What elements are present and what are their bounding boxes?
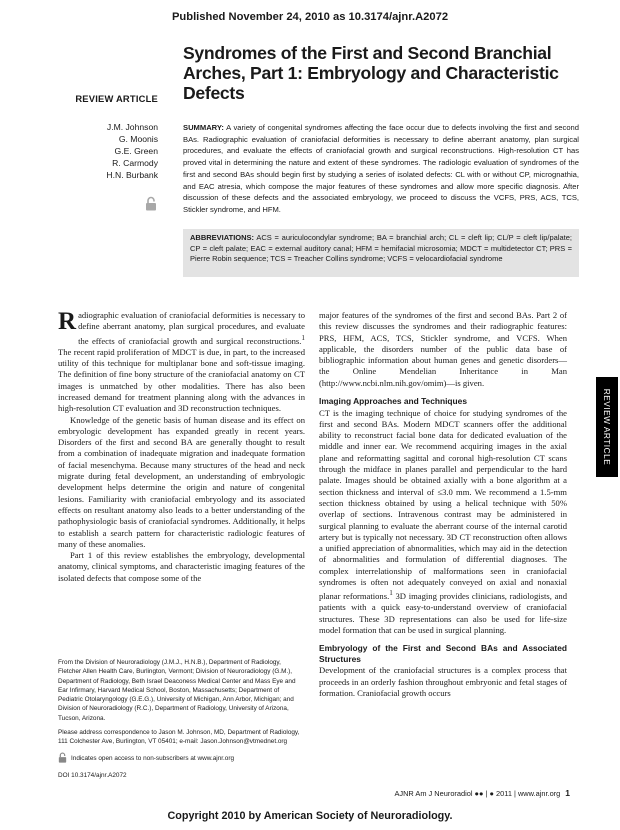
section-heading: Imaging Approaches and Techniques [319,396,467,407]
body-column-right [319,310,567,699]
open-access-lock-icon [58,752,67,766]
article-title: Syndromes of the First and Second Branchial Arches, Part 1: Embryology and Characteristic Defects [183,43,559,103]
abbreviations-list: ACS = auriculocondylar syndrome; BA = branchial arch; CL = cleft lip; CL/P = cleft lip/palate; CP = cleft palate; EAC = external auditory canal; HFM = hemifacial microsomia; MDCT = multidetector CT; PRS = Pierre Robin sequence; TCS = Treacher Collins syndrome; VCFS = velocardiofacial syndrome [190,233,572,263]
paragraph-text: CT is the imaging technique of choice for studying syndromes of the first and second BAs. Modern MDCT scanners offer the additional ability to reconstruct facial bone data for dedicated evaluation of the middle and inner ear. We recommend acquiring images in the axial plane and reformatting sagittal and coronal high-resolution CT scans through the midface in planes parallel and perpendicular to the hard palate. Images should be obtained axially with a bone algorithm at a section thickness and interval of ≤3.0 mm. We recommend a 1.5-mm section thickness obtained by using a helical technique with 50% overlap of sections. Intravenous contrast may be administered in surgical planning to evaluate the aberrant course of the internal carotid artery but is typically not necessary. 3D CT reconstruction often allows a unified appreciation of abnormalities, which may aid in the detection of abnormalities and formulation of differential diagnoses. The complex interrelationship of malformations seen in craniofacial syndromes is often not adequately conveyed on axial and nonaxial planar reformations. [319,407,567,602]
review-article-side-tab [596,377,618,477]
open-access-lock-icon [145,196,157,216]
summary-text: A variety of congenital syndromes affecting the face occur due to defects involving the first and second BAs. Radiographic evaluation of craniofacial deformities is necessary to define aberrant anatomy, plan surgical procedures, and evaluate the effects of craniofacial growth and surgical reconstructions. High-resolution CT has proved vital in determining the nature and extent of these syndromes. The radiologic evaluation of syndromes of the first and second BAs should begin first by studying a series of isolated defects: CL with or without CP, micrognathia, and EAC atresia, which compose the major features of these syndromes and allow more specific diagnosis. After discussion of these defects and the associated embryology, we proceed to discuss the VCFS, PRS, ACS, TCS, Stickler syndrome, and HFM. [183,123,579,214]
section-heading: Embryology of the First and Second BAs and Associated Structures [319,643,567,664]
page-number: 1 [565,788,570,798]
footnotes [58,658,305,785]
body-paragraph: Part 1 of this review establishes the embryology, developmental anatomy, clinical symptoms, and characteristic imaging features of the isolated defects that compose some of the [58,550,305,583]
body-paragraph: Knowledge of the genetic basis of human disease and its effect on embryologic development has expanded greatly in recent years. Disorders of the first and second BA are generally thought to result from a combination of inadequate migration and inadequate formation of facial mesenchyma. Because many structures of the head and neck migrate during fetal development, an understanding of embryologic development helps determine the origin and nature of congenital lesions. Familiarity with craniofacial embryology and its associated effects on resultant anatomy also leads to a better understanding of the pathophysiologic basis of craniofacial syndromes. Additionally, it helps to establish a search pattern for characteristic radiologic features of many of these anomalies. [58,414,305,549]
paragraph-text: 3D imaging provides clinicians, radiologists, and patients with a quick easy-to-understand overview of craniofacial structures. These 3D representations can also be used for life-size model formation that can be used in surgical planning. [319,591,567,636]
abbreviations-box [183,229,579,277]
summary-label: SUMMARY: [183,123,224,132]
author-name: G. Moonis [118,133,158,144]
paragraph-text: The recent rapid proliferation of MDCT is due, in part, to the increased utility of this technique for multiplanar bone and soft-tissue imaging. The definition of fine bony structure of the craniofacial anatomy on CT images is unmatched by other modalities. There has also been increased demand for treatment planning along with the advances in high-resolution CT evaluation and 3D reconstruction techniques. [58,346,305,414]
body-column-left [58,310,305,584]
article-type-label: REVIEW ARTICLE [75,93,158,104]
doi-note: DOI 10.3174/ajnr.A2072 [58,771,127,779]
body-paragraph [58,310,305,415]
abbreviations-text [190,233,572,265]
affiliations-note: From the Division of Neuroradiology (J.M.J., H.N.B.), Department of Radiology, Fletcher Allen Health Care, Burlington, Vermont; Division of Neuroradiology (G.M.), Department of Radiology, Beth Israel Deaconess Medical Center and Mass Eye and Ear Infirmary, Harvard Medical School, Boston, Massachusetts; Department of Pediatric Otolaryngology (G.E.G.), University of Michigan, Ann Arbor, Michigan; and Division of Neuroradiology (R.C.), Department of Radiology, University of Arizona, Tucson, Arizona. [58,659,296,722]
body-paragraph: Development of the craniofacial structures is a complex process that proceeds in an orderly fashion throughout embryonic and fetal stages of formation. Craniofacial growth occurs [319,665,567,698]
author-name: R. Carmody [112,157,158,168]
copyright-line: Copyright 2010 by American Society of Neuroradiology. [167,810,453,822]
citation-ref[interactable]: 1 [301,333,305,342]
open-access-note [58,752,305,766]
author-name: H.N. Burbank [106,169,158,180]
paragraph-text: adiographic evaluation of craniofacial deformities is necessary to define aberrant anatomy, plan surgical procedures, and evaluate the effects of craniofacial growth and surgical reconstructions. [78,310,305,346]
author-name: G.E. Green [114,145,158,156]
correspondence-note: Please address correspondence to Jason M. Johnson, MD, Department of Radiology, 111 Colchester Ave, Burlington, VT 05401; e-mail: Jason.Johnson@vtmednet.org [58,729,300,746]
journal-footer [340,788,570,798]
abbreviations-label: ABBREVIATIONS: [190,233,255,242]
drop-cap: R [58,308,77,335]
author-name: J.M. Johnson [106,122,158,132]
journal-citation: AJNR Am J Neuroradiol ●● | ● 2011 | www.ajnr.org [394,789,561,798]
body-paragraph [319,408,567,637]
side-tab-label: REVIEW ARTICLE [602,388,612,466]
summary-abstract [183,122,579,216]
citation-ref[interactable]: 1 [389,589,393,598]
author-list [58,122,158,182]
body-paragraph: major features of the syndromes of the first and second BAs. Part 2 of this review discusses the syndromes and their radiographic features: PRS, HFM, ACS, TCS, Stickler syndrome, and VCFS. When applicable, the disorders number of the public data base of bibliographic information about human genes and genetic disorders—the Online Mendelian Inheritance in Man (http://www.ncbi.nlm.nih.gov/omim)—is given. [319,310,567,388]
published-line: Published November 24, 2010 as 10.3174/ajnr.A2072 [171,11,449,23]
open-access-text: Indicates open access to non-subscribers at www.ajnr.org [71,755,235,763]
